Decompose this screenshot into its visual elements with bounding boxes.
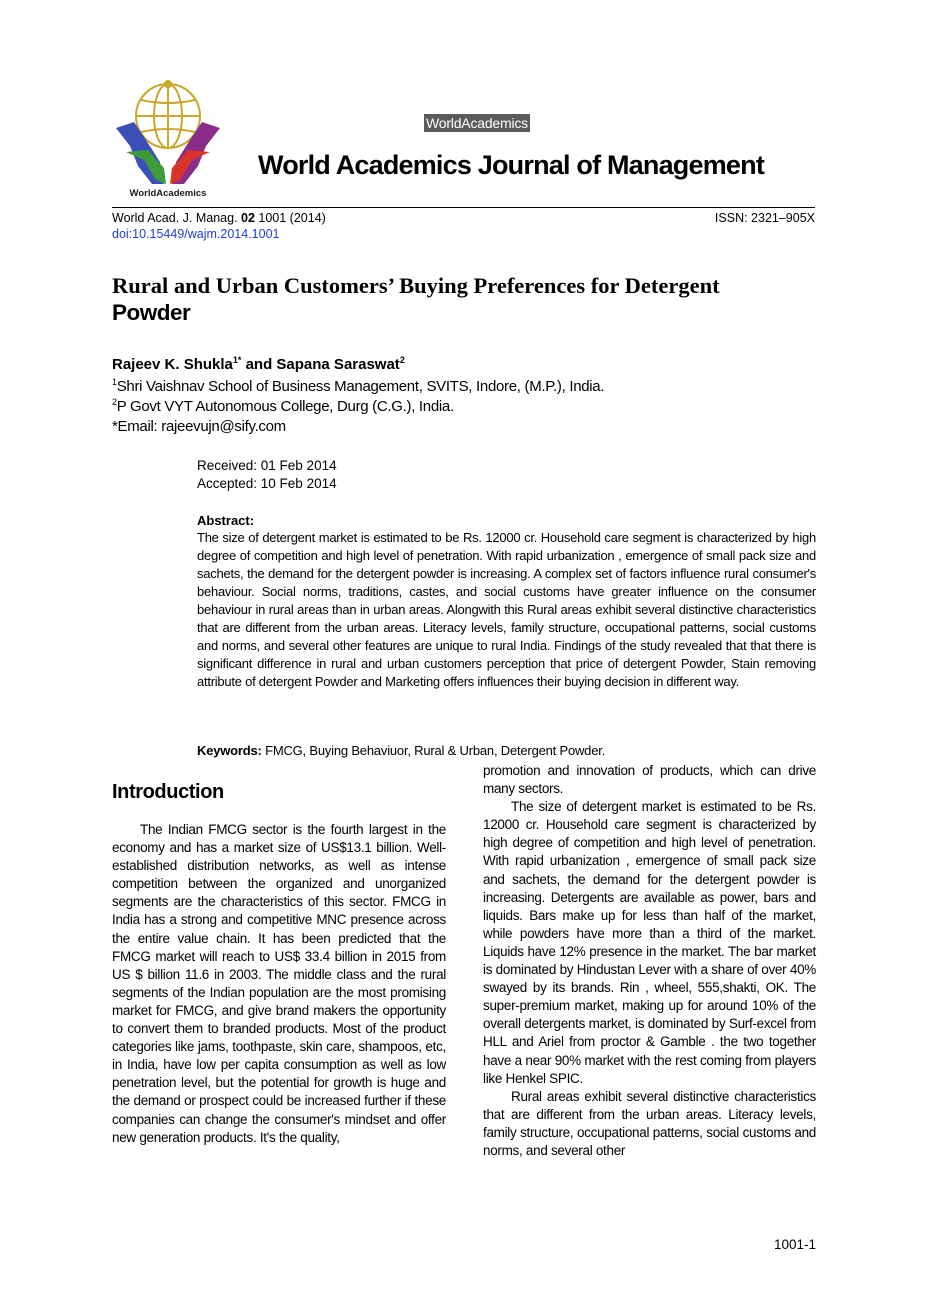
- doi-link[interactable]: doi:10.15449/wajm.2014.1001: [112, 227, 280, 241]
- brand-tag: WorldAcademics: [426, 115, 528, 131]
- paper-title: [112, 272, 817, 326]
- author-2: and Sapana Saraswat: [241, 356, 400, 373]
- affiliation-sup: 2: [112, 397, 117, 407]
- author-1-sup: 1*: [232, 355, 242, 365]
- intro-paragraph-2: The size of detergent market is estimated to be Rs. 12000 cr. Household care segment is characterized by high degree of competition and high level of penetration. With rapid urbanization , emergence of small pack size and sachets, the demand for the detergent powder is increasing. Detergents are available as power, bars and liquids. Bars make up for less than half of the market, while powders have more than a third of the market. Liquids have 12% presence in the market. The bar market is dominated by Hindustan Lever with a share of over 40% swayed by its brands. Rin , wheel, 555,shakti, OK. The super-premium market, making up for around 10% of the overall detergents market, is dominated by Surf-excel from HLL and Ariel from proctor & Gamble . the two together have a near 90% market with the rest coming from players like Henkel SPIC.: [483, 799, 816, 1086]
- paper-title-line1: Rural and Urban Customers’ Buying Preferences for Detergent: [112, 273, 720, 298]
- journal-logo: [108, 76, 228, 202]
- citation-line: [112, 211, 326, 225]
- intro-paragraph-1: The Indian FMCG sector is the fourth largest in the economy and has a market size of US$13.1 billion. Well-established distribution networks, as well as intense competition between the organized and unorganized segments are the characteristics of this sector. FMCG in India has a strong and competitive MNC presence across the entire value chain. It has been predicted that the FMCG market will reach to US$ 33.4 billion in 2015 from US $ billion 11.6 in 2003. The middle class and the rural segments of the Indian population are the most promising market for FMCG, and give brand makers the opportunity to convert them to branded products. Most of the product categories like jams, toothpaste, skin care, shampoos, etc, in India, have low per capita consumption as well as low penetration level, but the potential for growth is huge and the demand or prospect could be increased further if these companies can change the consumer's mindset and offer new generation products. It's the quality,: [112, 822, 446, 1145]
- right-column: [483, 762, 816, 1160]
- affiliation-sup: 1: [112, 377, 117, 387]
- affiliation-2: [112, 397, 454, 415]
- logo-caption: WorldAcademics: [129, 188, 207, 199]
- paper-title-line2: Powder: [112, 300, 191, 325]
- affiliation-text: P Govt VYT Autonomous College, Durg (C.G.), India.: [116, 398, 454, 415]
- intro-paragraph-1-cont: promotion and innovation of products, which can drive many sectors.: [483, 763, 816, 797]
- journal-title: World Academics Journal of Management: [258, 150, 765, 180]
- received-date: Received: 01 Feb 2014: [197, 458, 337, 473]
- keywords-label: Keywords:: [197, 743, 262, 758]
- issn: ISSN: 2321–905X: [714, 211, 815, 225]
- intro-paragraph-3: Rural areas exhibit several distinctive characteristics that are different from the urban areas. Literacy levels, family structure, occupational patterns, social customs and norms, and several other: [483, 1088, 816, 1158]
- keywords: [197, 743, 605, 758]
- affiliation-text: Shri Vaishnav School of Business Management, SVITS, Indore, (M.P.), India.: [116, 378, 605, 395]
- abstract-heading: Abstract:: [197, 513, 255, 528]
- globe-hands-logo-icon: [108, 76, 228, 188]
- author-1: Rajeev K. Shukla: [112, 356, 233, 373]
- page-number: 1001-1: [773, 1237, 816, 1252]
- author-2-sup: 2: [399, 355, 405, 365]
- header-divider: [112, 207, 815, 208]
- accepted-date: Accepted: 10 Feb 2014: [197, 476, 337, 491]
- corresponding-email: [112, 418, 286, 435]
- citation-volume: 02: [241, 211, 255, 225]
- keywords-text: FMCG, Buying Behaviuor, Rural & Urban, Detergent Powder.: [261, 743, 606, 758]
- abstract-body: The size of detergent market is estimated to be Rs. 12000 cr. Household care segment is characterized by high degree of competition and high level of penetration. With rapid urbanization , emergence of small pack size and sachets, the demand for the detergent powder is increasing. A complex set of factors influence rural consumer's behaviour. Social norms, traditions, castes, and social customs have greater influence on the consumer behaviour in rural areas than in urban areas. Alongwith this Rural areas exhibit several distinctive characteristics that are different from the urban areas. Literacy levels, family structure, occupational patterns, social customs and norms, and several other features are unique to rural India. Findings of the study revealed that that there is significant difference in rural and urban customers perception that price of detergent Powder, Stain removing attribute of detergent Powder and Marketing offers influences their buying decision in different way.: [197, 530, 816, 689]
- email-text: *Email: rajeevujn@sify.com: [112, 418, 286, 435]
- introduction-heading: Introduction: [112, 781, 224, 803]
- affiliation-1: [112, 377, 604, 395]
- authors: [112, 355, 405, 373]
- citation-prefix: World Acad. J. Manag.: [112, 211, 238, 225]
- left-column: [112, 821, 446, 1147]
- citation-suffix: 1001 (2014): [258, 211, 326, 225]
